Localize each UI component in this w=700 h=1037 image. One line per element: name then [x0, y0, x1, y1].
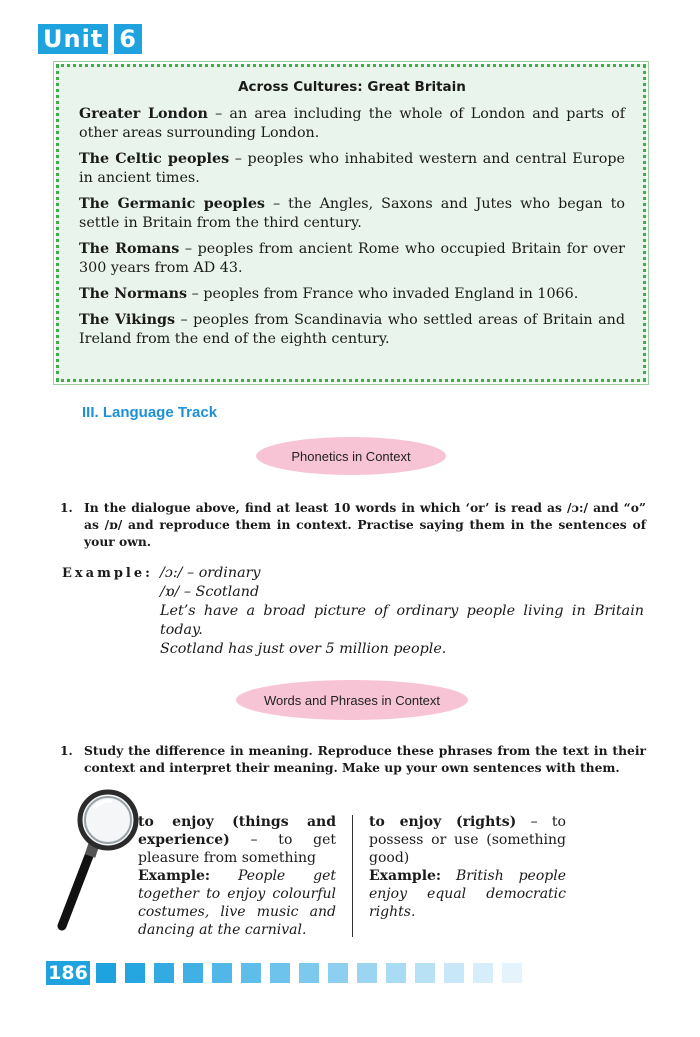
example-label: Example:	[62, 566, 153, 581]
task-number: 1.	[60, 743, 73, 758]
glossary-term: The Germanic peoples – the Angles, Saxons and Jutes who began to settle in Britain from the third century.	[79, 196, 626, 231]
page-footer	[46, 961, 666, 985]
unit-label: Unit	[38, 24, 108, 54]
decorative-squares	[96, 963, 522, 983]
footer-square	[473, 963, 493, 983]
glossary-title: Across Cultures: Great Britain	[238, 79, 466, 95]
glossary-term: The Romans – peoples from ancient Rome who occupied Britain for over 300 years from AD 43.	[79, 241, 625, 276]
footer-square	[328, 963, 348, 983]
example-line: /ɔ:/ – ordinary	[160, 565, 261, 581]
glossary-term: The Normans – peoples from France who invaded England in 1066.	[79, 286, 579, 302]
example-line: /ɒ/ – Scotland	[160, 584, 260, 600]
column-divider	[352, 815, 353, 937]
phonetics-pill: Phonetics in Context	[256, 437, 446, 475]
example-lines	[160, 564, 644, 659]
footer-square	[502, 963, 522, 983]
footer-square	[125, 963, 145, 983]
footer-square	[415, 963, 435, 983]
section-heading: III. Language Track	[82, 404, 218, 421]
task-number: 1.	[60, 500, 73, 515]
example-label: Example:	[138, 868, 211, 884]
unit-number: 6	[114, 24, 142, 54]
phrase-meaning: – to get pleasure from something	[138, 832, 336, 866]
phrase: to enjoy (things and experience)	[138, 814, 336, 848]
footer-square	[241, 963, 261, 983]
phonetics-task	[60, 499, 646, 550]
example-label: Example:	[369, 868, 442, 884]
glossary-term: Greater London – an area including the whole of London and parts of other areas surrounding London.	[79, 106, 625, 141]
magnifying-glass-icon	[50, 786, 140, 936]
example-line: Scotland has just over 5 million people.	[160, 641, 447, 657]
glossary-term: The Vikings – peoples from Scandinavia who settled areas of Britain and Ireland from the end of the eighth century.	[79, 312, 625, 347]
task-text: Study the difference in meaning. Reproduce these phrases from the text in their context and interpret their meaning. Make up your own sentences with them.	[84, 743, 646, 775]
footer-square	[270, 963, 290, 983]
footer-square	[299, 963, 319, 983]
words-task	[60, 742, 646, 776]
glossary-term: The Celtic peoples – peoples who inhabited western and central Europe in ancient times.	[79, 151, 625, 186]
footer-square	[357, 963, 377, 983]
example-text: People get together to enjoy colourful costumes, live music and dancing at the carnival.	[138, 868, 336, 938]
task-text: In the dialogue above, find at least 10 words in which ‘or’ is read as /ɔ:/ and “o” as /ɒ/ and reproduce them in context. Practise saying them in the sentences of your own.	[84, 500, 646, 549]
footer-square	[212, 963, 232, 983]
page-number: 186	[46, 961, 90, 985]
phrase-enjoy-rights	[369, 813, 566, 921]
words-phrases-pill: Words and Phrases in Context	[236, 680, 468, 720]
example-text: British people enjoy equal democratic rights.	[369, 868, 566, 920]
footer-square	[96, 963, 116, 983]
unit-tab	[38, 24, 142, 54]
phrase-meaning: – to possess or use (something good)	[369, 814, 566, 866]
footer-square	[444, 963, 464, 983]
phrase: to enjoy (rights)	[369, 814, 517, 830]
phrase-enjoy-things	[138, 813, 336, 939]
example-line: Let’s have a broad picture of ordinary people living in Britain today.	[160, 603, 644, 638]
footer-square	[386, 963, 406, 983]
footer-square	[154, 963, 174, 983]
glossary-box	[56, 64, 646, 382]
footer-square	[183, 963, 203, 983]
